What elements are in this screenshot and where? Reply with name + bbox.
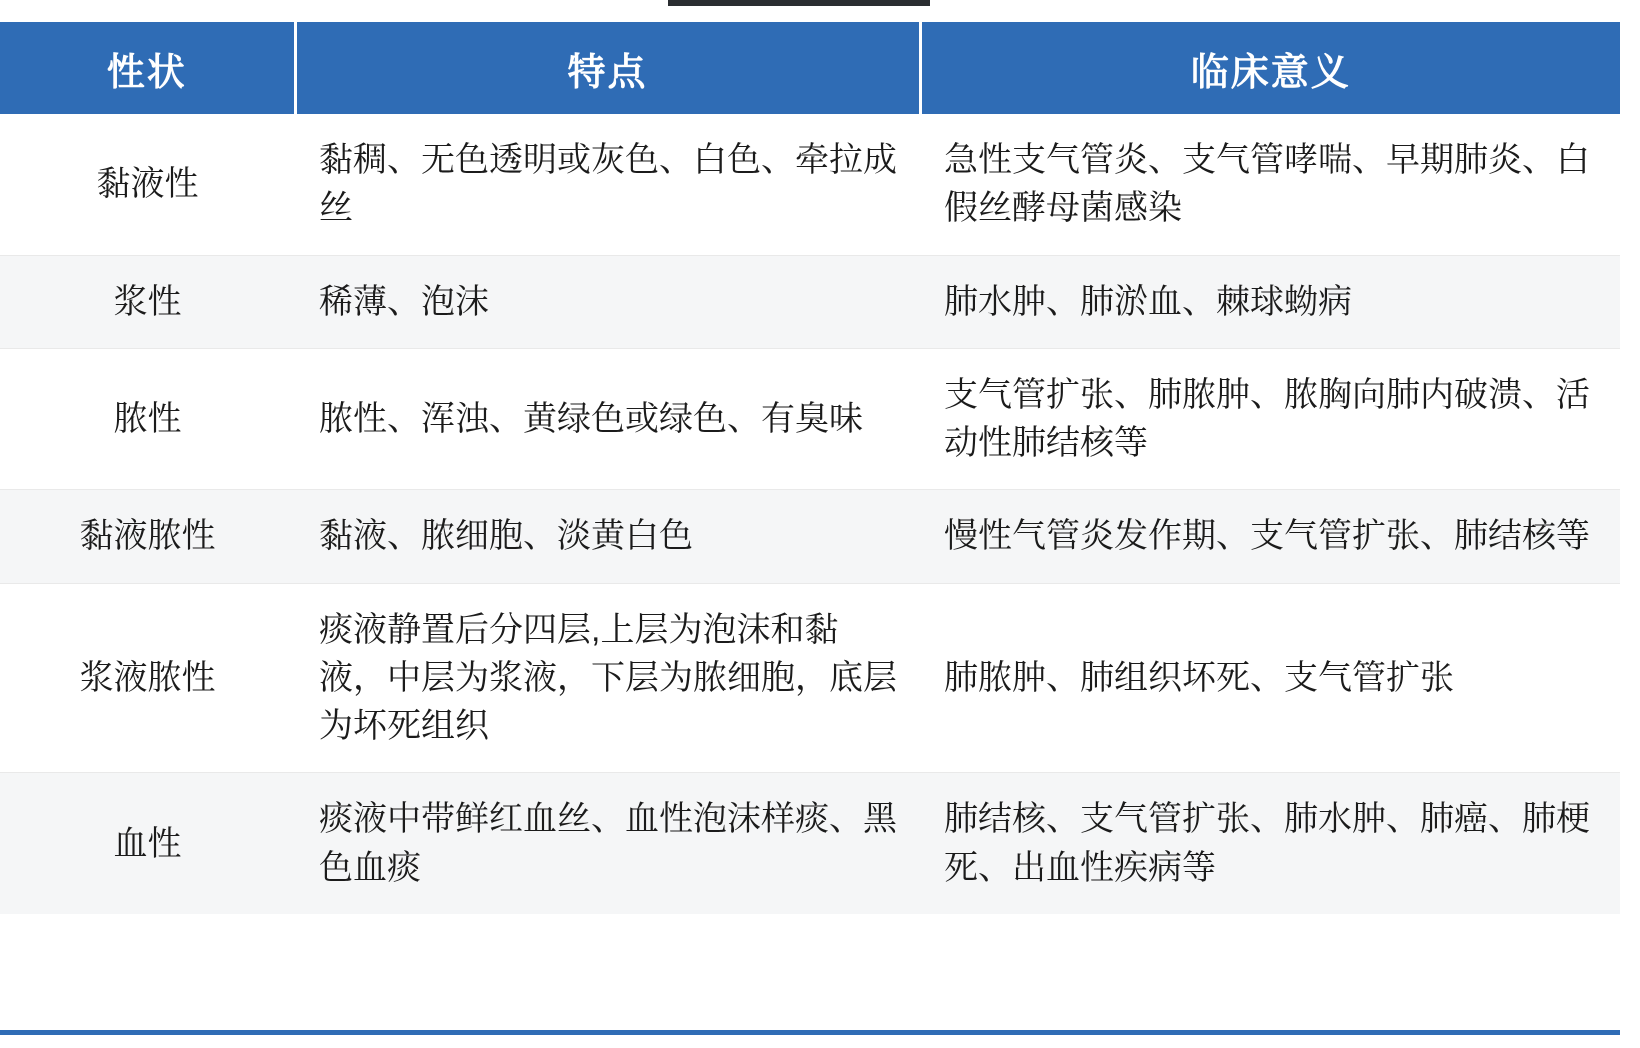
table-row [0,114,1620,255]
table-header-row [0,22,1620,114]
cell-property: 血性 [0,773,295,914]
cell-features: 脓性、浑浊、黄绿色或绿色、有臭味 [295,348,920,490]
cell-clinical: 急性支气管炎、支气管哮喘、早期肺炎、白假丝酵母菌感染 [920,114,1620,255]
top-edge-strip [668,0,930,6]
cell-clinical: 慢性气管炎发作期、支气管扩张、肺结核等 [920,490,1620,583]
cell-property: 浆性 [0,255,295,348]
table-row [0,255,1620,348]
column-header-features: 特点 [295,22,920,114]
sputum-characteristics-table [0,22,1620,914]
table-row [0,773,1620,914]
cell-features: 稀薄、泡沫 [295,255,920,348]
cell-features: 痰液中带鲜红血丝、血性泡沫样痰、黑色血痰 [295,773,920,914]
table-row [0,583,1620,773]
table-row [0,348,1620,490]
column-header-clinical-significance: 临床意义 [920,22,1620,114]
sputum-characteristics-table-wrapper [0,22,1620,914]
cell-property: 脓性 [0,348,295,490]
column-header-property: 性状 [0,22,295,114]
cell-property: 浆液脓性 [0,583,295,773]
cell-features: 痰液静置后分四层,上层为泡沫和黏液，中层为浆液，下层为脓细胞，底层为坏死组织 [295,583,920,773]
table-row [0,490,1620,583]
cell-property: 黏液脓性 [0,490,295,583]
table-header [0,22,1620,114]
table-body [0,114,1620,914]
cell-clinical: 支气管扩张、肺脓肿、脓胸向肺内破溃、活动性肺结核等 [920,348,1620,490]
cell-features: 黏稠、无色透明或灰色、白色、牵拉成丝 [295,114,920,255]
cell-clinical: 肺脓肿、肺组织坏死、支气管扩张 [920,583,1620,773]
cell-clinical: 肺水肿、肺淤血、棘球蚴病 [920,255,1620,348]
table-bottom-rule [0,1030,1620,1035]
cell-features: 黏液、脓细胞、淡黄白色 [295,490,920,583]
cell-property: 黏液性 [0,114,295,255]
cell-clinical: 肺结核、支气管扩张、肺水肿、肺癌、肺梗死、出血性疾病等 [920,773,1620,914]
